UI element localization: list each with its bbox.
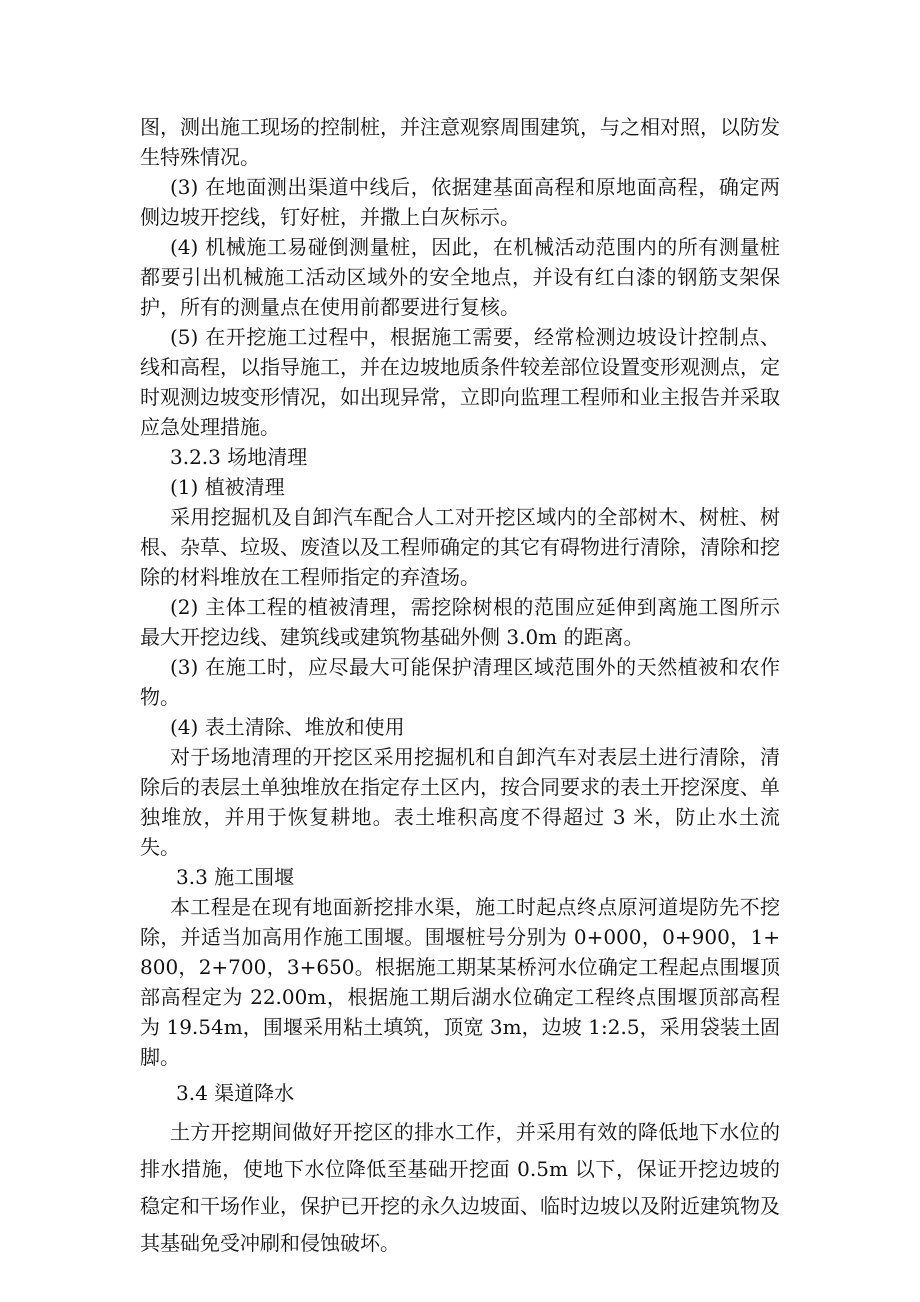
paragraph-dewatering: 土方开挖期间做好开挖区的排水工作，并采用有效的降低地下水位的排水措施，使地下水位降低至基础开挖面 0.5m 以下，保证开挖边坡的稳定和干场作业，保护已开挖的永久边坡面、临时边坡以及附近建筑物及其基础免受冲刷和侵蚀破坏。 — [140, 1120, 780, 1255]
document-page — [140, 112, 780, 1262]
subheading-vegetation-clearing: (1) 植被清理 — [170, 475, 285, 499]
section-heading-3-3: 3.3 施工围堰 — [176, 865, 295, 889]
paragraph-item-2-clearing: (2) 主体工程的植被清理，需挖除树根的范围应延伸到离施工图所示最大开挖边线、建筑线或建筑物基础外侧 3.0m 的距离。 — [140, 595, 780, 649]
section-heading-3-4: 3.4 渠道降水 — [176, 1081, 295, 1105]
paragraph-item-3-survey: (3) 在地面测出渠道中线后，依据建基面高程和原地面高程，确定两侧边坡开挖线，钉好桩，并撒上白灰标示。 — [140, 175, 780, 229]
paragraph-vegetation-method: 采用挖掘机及自卸汽车配合人工对开挖区域内的全部树木、树桩、树根、杂草、垃圾、废渣以及工程师确定的其它有碍物进行清除，清除和挖除的材料堆放在工程师指定的弃渣场。 — [140, 505, 780, 589]
subheading-topsoil: (4) 表土清除、堆放和使用 — [170, 715, 405, 739]
paragraph-item-5-survey: (5) 在开挖施工过程中，根据施工需要，经常检测边坡设计控制点、线和高程，以指导施工，并在边坡地质条件较差部位设置变形观测点，定时观测边坡变形情况，如出现异常，立即向监理工程师和业主报告并采取应急处理措施。 — [140, 325, 780, 439]
paragraph-topsoil: 对于场地清理的开挖区采用挖掘机和自卸汽车对表层土进行清除，清除后的表层土单独堆放在指定存土区内，按合同要求的表土开挖深度、单独堆放，并用于恢复耕地。表土堆积高度不得超过 3 米，防止水土流失。 — [140, 745, 780, 859]
section-heading-3-2-3: 3.2.3 场地清理 — [170, 445, 308, 469]
paragraph-item-3-clearing: (3) 在施工时，应尽最大可能保护清理区域范围外的天然植被和农作物。 — [140, 655, 780, 709]
paragraph-continuation: 图，测出施工现场的控制桩，并注意观察周围建筑，与之相对照，以防发生特殊情况。 — [140, 115, 780, 169]
paragraph-cofferdam: 本工程是在现有地面新挖排水渠，施工时起点终点原河道堤防先不挖除，并适当加高用作施工围堰。围堰桩号分别为 0+000，0+900，1+800，2+700，3+650。根据施工期某某桥河水位确定工程起点围堰顶部高程定为 22.00m，根据施工期后湖水位确定工程终点围堰顶部高程为 19.54m，围堰采用粘土填筑，顶宽 3m，边坡 1:2.5，采用袋装土固脚。 — [140, 895, 780, 1069]
paragraph-item-4-survey: (4) 机械施工易碰倒测量桩，因此，在机械活动范围内的所有测量桩都要引出机械施工活动区域外的安全地点，并设有红白漆的钢筋支架保护，所有的测量点在使用前都要进行复核。 — [140, 235, 780, 319]
